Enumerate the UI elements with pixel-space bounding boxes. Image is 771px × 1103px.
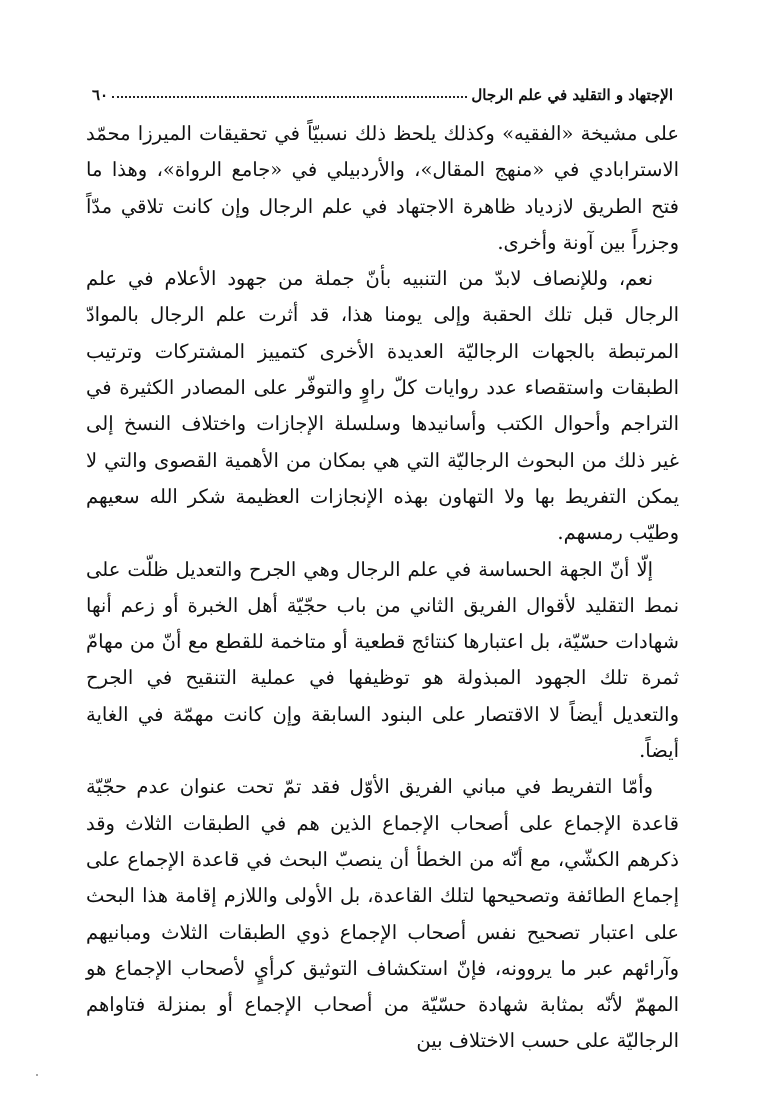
- paragraph: وأمّا التفريط في مباني الفريق الأوّل فقد تمّ تحت عنوان عدم حجّيّة قاعدة الإجماع على أصحاب الإجماع الذين هم في الطبقات الثلاث وقد ذكرهم الكشّي، مع أنّه من الخطأ أن ينصبّ البحث في قاعدة الإجماع على إجماع الطائفة وتصحيحها لتلك القاعدة، بل الأولى واللازم إقامة هذا البحث على اعتبار تصحيح نفس أصحاب الإجماع ذوي الطبقات الثلاث ومبانيهم وآرائهم عبر ما يروونه، فإنّ استكشاف التوثيق كرأيٍ لأصحاب الإجماع هو المهمّ لأنّه بمثابة شهادة حسّيّة من أصحاب الإجماع أو بمنزلة فتاواهم الرجاليّة على حسب الاختلاف بين: [86, 775, 679, 1053]
- running-title: الإجتهاد و التقليد في علم الرجال: [471, 86, 673, 104]
- running-header: [86, 74, 679, 104]
- scan-speck: [36, 1074, 38, 1076]
- dotted-leader: [112, 96, 467, 98]
- paragraph-continuation: على مشيخة «الفقيه» وكذلك يلحظ ذلك نسبيّاً في تحقيقات الميرزا محمّد الاسترابادي في «منهج المقال»، والأردبيلي في «جامع الرواة»، وهذا ما فتح الطريق لازدياد ظاهرة الاجتهاد في علم الرجال وإن كانت تلاقي مدّاً وجزراً بين آونة وأخرى.: [86, 122, 679, 254]
- paragraph: إلّا أنّ الجهة الحساسة في علم الرجال وهي الجرح والتعديل ظلّت على نمط التقليد لأقوال الفريق الثاني من باب حجّيّة أهل الخبرة أو زعم أنها شهادات حسّيّة، بل اعتبارها كنتائج قطعية أو متاخمة للقطع مع أنّ من مهامّ ثمرة تلك الجهود المبذولة هو توظيفها في عملية التنقيح في الجرح والتعديل أيضاً لا الاقتصار على البنود السابقة وإن كانت مهمّة في الغاية أيضاً.: [86, 557, 679, 763]
- main-text: [86, 116, 679, 1060]
- paragraph: نعم، وللإنصاف لابدّ من التنبيه بأنّ جملة من جهود الأعلام في علم الرجال قبل تلك الحقبة وإلى يومنا هذا، قد أثرت علم الرجال بالموادّ المرتبطة بالجهات الرجاليّة العديدة الأخرى كتمييز المشتركات وترتيب الطبقات واستقصاء عدد روايات كلّ راوٍ والتوفّر على المصادر الكثيرة في التراجم وأحوال الكتب وأسانيدها وسلسلة الإجازات واختلاف النسخ إلى غير ذلك من البحوث الرجاليّة التي هي بمكان من الأهمية القصوى والتي لا يمكن التفريط بها ولا التهاون بهذه الإنجازات العظيمة شكر الله سعيهم وطيّب رمسهم.: [86, 267, 679, 545]
- page-number: ٦٠: [92, 86, 109, 104]
